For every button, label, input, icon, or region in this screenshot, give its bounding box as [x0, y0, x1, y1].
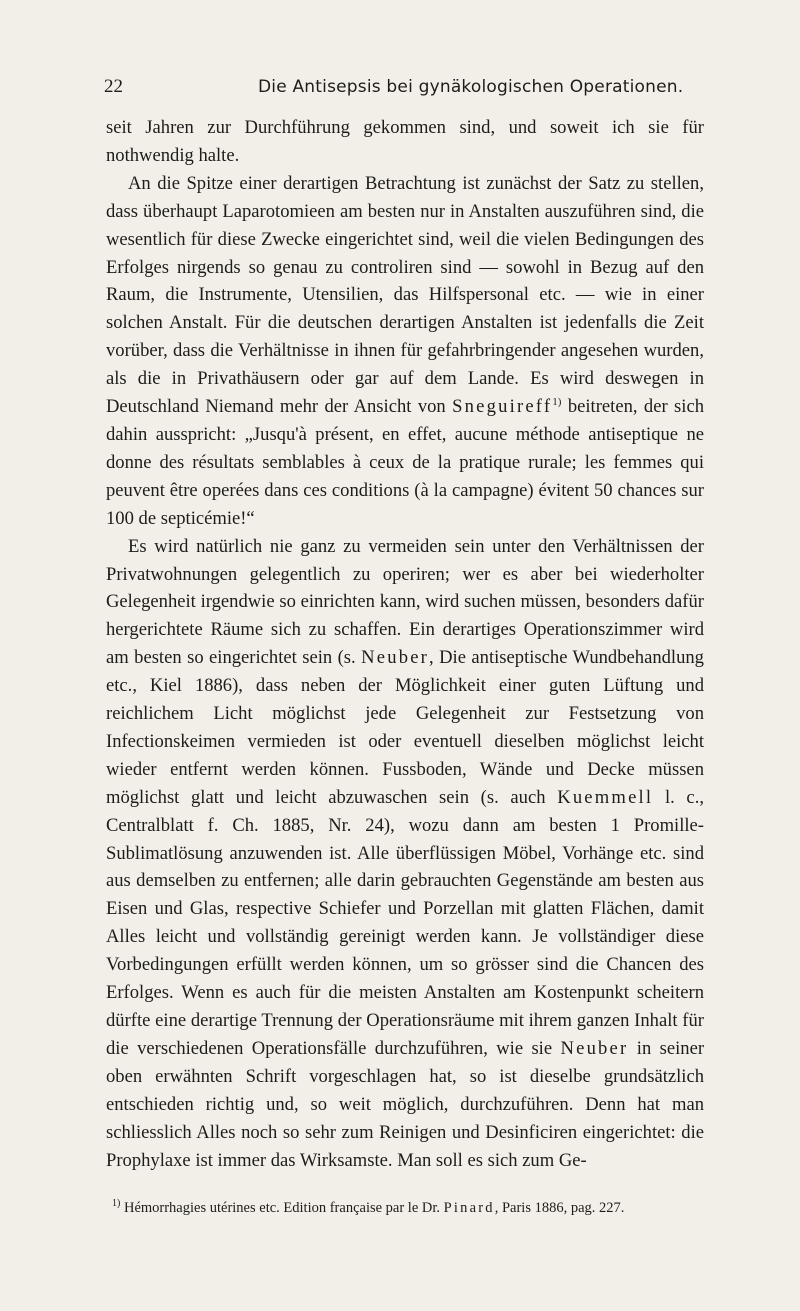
page-number: 22	[104, 76, 123, 97]
footnote-text-a: Hémorrhagies utérines etc. Edition française par le Dr.	[120, 1200, 444, 1216]
paragraph-3	[106, 533, 704, 1175]
footnote-mark: 1)	[112, 1198, 121, 1210]
paragraph-3-text-d: in seiner oben erwähnten Schrift vorgeschlagen hat, so ist dieselbe grundsätzlich entschieden richtig und, so weit möglich, durchzuführen. Denn hat man schliesslich Alles noch so sehr zum Reinigen und Desinficiren eingerichtet: die Prophylaxe ist immer das Wirksamste. Man soll es sich zum Ge-	[106, 1037, 705, 1171]
paragraph-2	[106, 170, 704, 533]
author-name-neuber-2: Neuber	[560, 1037, 629, 1059]
footnote-text-b: , Paris 1886, pag. 227.	[494, 1200, 625, 1216]
paragraph-1-text: seit Jahren zur Durchführung gekommen sind, und soweit ich sie für nothwendig halte.	[106, 117, 704, 166]
footnote-reference: 1)	[552, 395, 562, 408]
author-name-kuemmell: Kuemmell	[557, 786, 654, 808]
running-title: Die Antisepsis bei gynäkologischen Operationen.	[258, 77, 684, 97]
running-head	[104, 76, 704, 100]
paragraph-2-text-b: beitreten, der sich dahin ausspricht: „Jusqu'à présent, en effet, aucune méthode antiseptique ne donne des résultats semblables à ceux de la pratique rurale; les femmes qui peuvent être operées dans ces conditions (à la campagne) évitent 50 chances sur 100 de septicémie!“	[106, 396, 704, 529]
footnote-1	[106, 1199, 704, 1218]
author-name-neuber: Neuber	[361, 647, 430, 669]
body-text	[106, 114, 704, 1174]
paragraph-2-text-a: An die Spitze einer derartigen Betrachtung ist zunächst der Satz zu stellen, dass überhaupt Laparotomieen am besten nur in Anstalten auszuführen sind, die wesentlich für diese Zwecke eingerichtet sind, weil die vielen Bedingungen des Erfolges nirgends so genau zu controliren sind — sowohl in Bezug auf den Raum, die Instrumente, Utensilien, das Hilfspersonal etc. — wie in einer solchen Anstalt. Für die deutschen derartigen Anstalten ist jedenfalls die Zeit vorüber, dass die Verhältnisse in ihnen für gefahrbringender angesehen wurden, als die in Privathäusern oder gar auf dem Lande. Es wird deswegen in Deutschland Niemand mehr der Ansicht von	[106, 172, 704, 418]
paragraph-3-text-c: l. c., Centralblatt f. Ch. 1885, Nr. 24), wozu dann am besten 1 Promille-Sublimatlösung anzuwenden ist. Alle überflüssigen Möbel, Vorhänge etc. sind aus demselben zu entfernen; alle darin gebrauchten Gegenstände am besten aus Eisen und Glas, respective Schiefer und Porzellan mit glatten Flächen, damit Alles leicht und vollständig gereinigt werden kann. Je vollständiger diese Vorbedingungen erfüllt werden können, um so grösser sind die Chancen des Erfolges. Wenn es auch für die meisten Anstalten am Kostenpunkt scheitern dürfte eine derartige Trennung der Operationsräume mit ihrem ganzen Inhalt für die verschiedenen Operationsfälle durchzuführen, wie sie	[106, 786, 704, 1059]
paragraph-3-text-b: , Die antiseptische Wundbehandlung etc., Kiel 1886), dass neben der Möglichkeit einer guten Lüftung und reichlichem Licht möglichst jede Gelegenheit zur Festsetzung von Infectionskeimen vermieden ist oder eventuell dieselben möglichst leicht wieder entfernt werden können. Fussboden, Wände und Decke müssen möglichst glatt und leicht abzuwaschen sein (s. auch	[106, 647, 704, 808]
footnote-author-pinard: Pinard	[443, 1200, 495, 1216]
author-name-sneguireff: Sneguireff	[452, 396, 553, 418]
footnotes	[106, 1199, 704, 1218]
paragraph-1	[106, 114, 704, 170]
paragraph-3-text-a: Es wird natürlich nie ganz zu vermeiden sein unter den Verhältnissen der Privatwohnungen gelegentlich zu operiren; wer es aber bei wiederholter Gelegenheit irgendwie so einrichten kann, wird suchen müssen, besonders dafür hergerichtete Räume sich zu schaffen. Ein derartiges Operationszimmer wird am besten so eingerichtet sein (s.	[106, 535, 704, 669]
